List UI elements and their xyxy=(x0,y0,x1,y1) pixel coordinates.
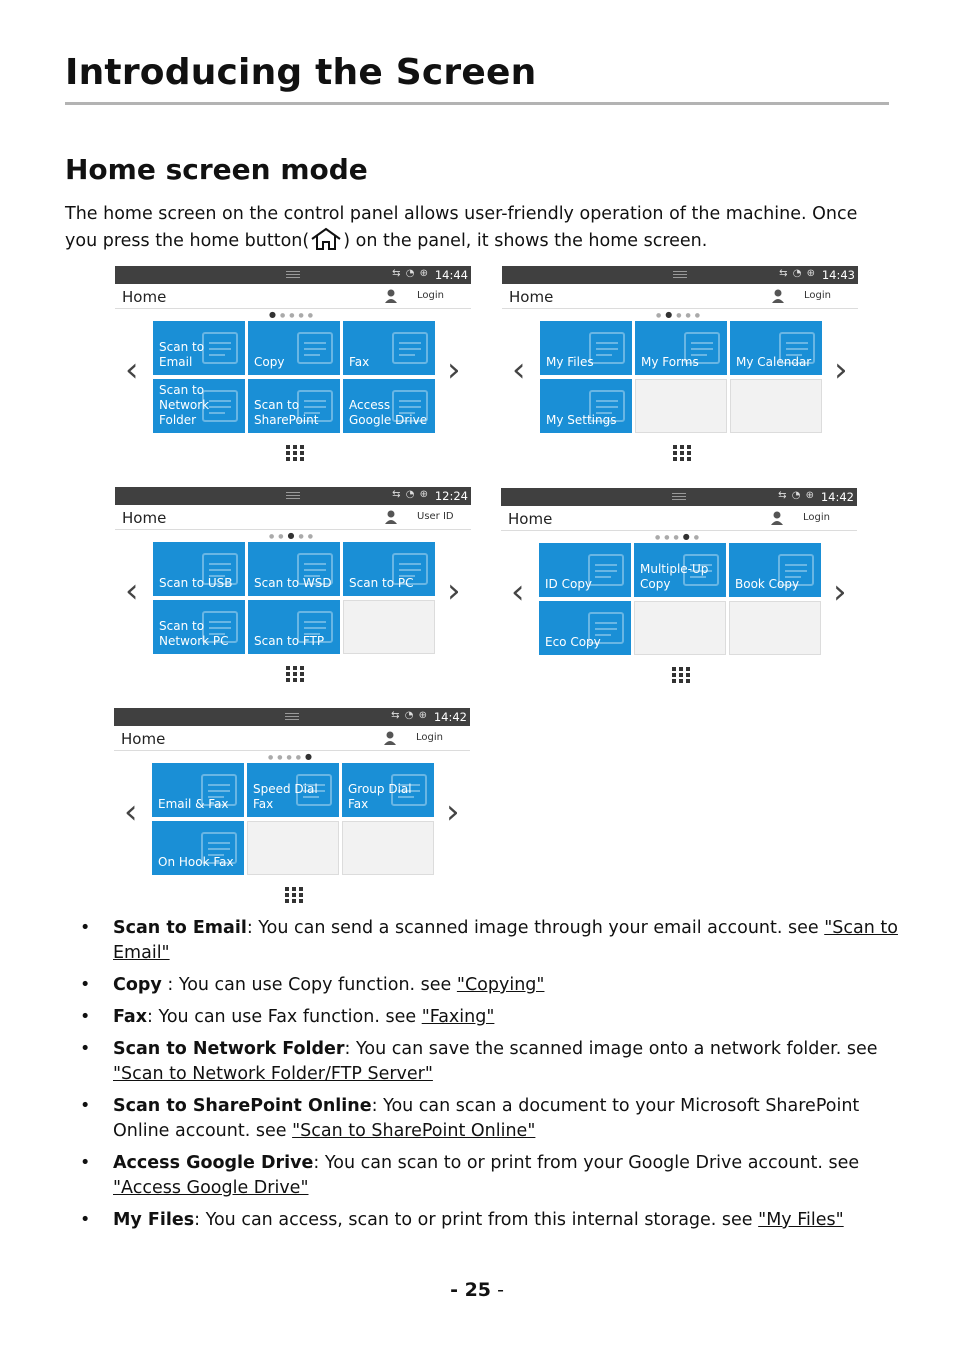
next-page-icon[interactable]: › xyxy=(447,571,461,611)
user-icon[interactable] xyxy=(382,730,398,746)
intro-paragraph xyxy=(65,202,895,254)
page-indicator xyxy=(115,531,471,540)
bullet-text: : You can save the scanned image onto a network folder. see xyxy=(344,1039,878,1059)
app-tile[interactable] xyxy=(152,763,244,817)
page-dot: ● xyxy=(298,533,308,540)
empty-tile xyxy=(342,821,434,875)
prev-page-icon[interactable]: ‹ xyxy=(512,350,526,390)
tile-label: Scan to SharePoint xyxy=(254,398,319,427)
bullet-text: : You can access, scan to or print from this internal storage. see xyxy=(194,1210,759,1230)
tile-label: Speed Dial Fax xyxy=(253,782,318,811)
bullet-link[interactable]: "Faxing" xyxy=(421,1007,495,1027)
notification-handle-icon[interactable] xyxy=(285,713,299,721)
phone-icon xyxy=(385,325,433,371)
page-dot-active: ● xyxy=(305,752,316,761)
bullet-dot: • xyxy=(80,918,91,938)
app-tile[interactable] xyxy=(153,600,245,654)
status-time: 14:42 xyxy=(433,710,467,724)
tile-label: Scan to Network Folder xyxy=(159,383,210,427)
page-number-value: 25 xyxy=(464,1279,492,1301)
panel-header xyxy=(502,284,858,309)
page-indicator xyxy=(501,532,857,541)
title-rule xyxy=(65,102,889,105)
tile-label: Copy xyxy=(254,355,285,369)
page-dot: ● xyxy=(655,534,665,541)
app-tile[interactable] xyxy=(539,543,631,597)
page-number-suffix: - xyxy=(491,1279,504,1301)
bullet-dot: • xyxy=(80,975,91,995)
login-link[interactable]: Login xyxy=(417,290,444,301)
status-bar xyxy=(501,488,857,506)
bullet-item xyxy=(80,973,900,998)
login-link[interactable]: Login xyxy=(416,732,443,743)
next-page-icon[interactable]: › xyxy=(447,350,461,390)
bullet-item xyxy=(80,1208,900,1233)
home-screen-panel xyxy=(114,708,470,898)
tile-label: My Calendar xyxy=(736,355,812,369)
page-dot: ● xyxy=(307,312,317,319)
panel-header xyxy=(115,284,471,309)
app-tile[interactable] xyxy=(343,321,435,375)
home-button-icon xyxy=(309,227,343,251)
status-time: 14:42 xyxy=(820,490,854,504)
empty-tile xyxy=(634,601,726,655)
tile-label: ID Copy xyxy=(545,577,593,591)
prev-page-icon[interactable]: ‹ xyxy=(125,571,139,611)
status-bar xyxy=(115,487,471,505)
bullet-item xyxy=(80,916,900,966)
bullet-dot: • xyxy=(80,1096,91,1116)
bullet-text: : You can scan to or print from your Google Drive account. see xyxy=(313,1153,860,1173)
tile-label: Access Google Drive xyxy=(349,398,428,427)
status-icons: ⇆ ◔ ⊕ xyxy=(391,710,428,721)
status-icons: ⇆ ◔ ⊕ xyxy=(392,268,429,279)
app-tile[interactable] xyxy=(730,321,822,375)
bullet-dot: • xyxy=(80,1007,91,1027)
tile-label: My Forms xyxy=(641,355,699,369)
bullet-link[interactable]: "Scan to Email" xyxy=(113,918,898,963)
status-bar xyxy=(502,266,858,284)
login-link[interactable]: User ID xyxy=(417,511,454,522)
login-link[interactable]: Login xyxy=(803,512,830,523)
bullet-item xyxy=(80,1005,900,1030)
bullet-text: : You can scan a document to your Microsoft SharePoint Online account. see xyxy=(113,1096,860,1141)
page-number xyxy=(0,1279,954,1301)
bullet-text: : You can use Fax function. see xyxy=(147,1007,422,1027)
panel-header xyxy=(501,506,857,531)
app-tile[interactable] xyxy=(152,821,244,875)
app-tile[interactable] xyxy=(343,542,435,596)
app-tile[interactable] xyxy=(248,379,340,433)
app-tile[interactable] xyxy=(248,600,340,654)
app-tile[interactable] xyxy=(153,321,245,375)
feature-list xyxy=(80,916,900,1240)
bullet-link[interactable]: "Scan to SharePoint Online" xyxy=(292,1121,536,1141)
app-tile[interactable] xyxy=(342,763,434,817)
status-bar xyxy=(114,708,470,726)
home-screen-panel xyxy=(501,488,857,678)
page-dot: ● xyxy=(289,312,299,319)
bullet-term: Scan to Network Folder xyxy=(113,1039,345,1059)
tile-label: Scan to USB xyxy=(159,576,233,590)
page-dot-active: ● xyxy=(287,531,299,540)
tile-label: Multiple-Up Copy xyxy=(640,562,709,591)
notification-handle-icon[interactable] xyxy=(286,492,300,500)
tile-label: My Settings xyxy=(546,413,617,427)
page-dot: ● xyxy=(656,312,666,319)
app-tile[interactable] xyxy=(635,321,727,375)
page-dot-active: ● xyxy=(665,310,677,319)
page-title: Introducing the Screen xyxy=(65,52,537,93)
panel-home-label: Home xyxy=(121,730,166,748)
status-icons: ⇆ ◔ ⊕ xyxy=(392,489,429,500)
apps-grid-icon[interactable] xyxy=(284,886,304,904)
bullet-link[interactable]: "Copying" xyxy=(456,975,545,995)
tile-label: Scan to Network PC xyxy=(159,619,229,648)
bullet-term: Scan to Email xyxy=(113,918,247,938)
apps-grid-icon[interactable] xyxy=(672,444,692,462)
tile-label: Book Copy xyxy=(735,577,800,591)
notification-handle-icon[interactable] xyxy=(673,271,687,279)
page-dot: ● xyxy=(268,754,278,761)
bullet-term: Scan to SharePoint Online xyxy=(113,1096,372,1116)
login-link[interactable]: Login xyxy=(804,290,831,301)
page-dot: ● xyxy=(286,754,296,761)
next-page-icon[interactable]: › xyxy=(834,350,848,390)
tile-label: On Hook Fax xyxy=(158,855,234,869)
page-dot-active: ● xyxy=(269,310,280,319)
empty-tile xyxy=(635,379,727,433)
notification-handle-icon[interactable] xyxy=(286,271,300,279)
tile-label: Eco Copy xyxy=(545,635,601,649)
apps-grid-icon[interactable] xyxy=(285,444,305,462)
app-tile[interactable] xyxy=(540,379,632,433)
apps-grid-icon[interactable] xyxy=(285,665,305,683)
page-indicator xyxy=(114,752,470,761)
bullet-item xyxy=(80,1094,900,1144)
panel-header xyxy=(114,726,470,751)
panel-header xyxy=(115,505,471,530)
prev-page-icon[interactable]: ‹ xyxy=(511,572,525,612)
tile-label: Fax xyxy=(349,355,370,369)
home-screen-panel xyxy=(115,266,471,456)
tile-label: My Files xyxy=(546,355,594,369)
section-heading: Home screen mode xyxy=(65,153,368,186)
page-dot: ● xyxy=(685,312,695,319)
panel-home-label: Home xyxy=(122,288,167,306)
app-tile[interactable] xyxy=(729,543,821,597)
page-dot: ● xyxy=(673,534,683,541)
app-tile[interactable] xyxy=(153,542,245,596)
panel-home-label: Home xyxy=(509,288,554,306)
page-indicator xyxy=(502,310,858,319)
next-page-icon[interactable]: › xyxy=(446,792,460,832)
intro-text-start: The home screen on the control panel allows user-friendly operation of the machine. Once you press the home button( xyxy=(65,204,858,251)
tile-label: Group Dial Fax xyxy=(348,782,412,811)
empty-tile xyxy=(729,601,821,655)
page-dot: ● xyxy=(676,312,686,319)
app-tile[interactable] xyxy=(248,542,340,596)
app-tile[interactable] xyxy=(248,321,340,375)
app-tile[interactable] xyxy=(247,763,339,817)
apps-grid-icon[interactable] xyxy=(671,666,691,684)
bullet-dot: • xyxy=(80,1039,91,1059)
bullet-link[interactable]: "Access Google Drive" xyxy=(113,1178,309,1198)
bullet-text: : You can use Copy function. see xyxy=(161,975,457,995)
page-dot: ● xyxy=(694,312,704,319)
page-dot: ● xyxy=(278,533,288,540)
panel-home-label: Home xyxy=(122,509,167,527)
page-indicator xyxy=(115,310,471,319)
status-icons: ⇆ ◔ ⊕ xyxy=(779,268,816,279)
page-dot: ● xyxy=(295,754,305,761)
page-number-prefix: - xyxy=(450,1279,465,1301)
bullet-link[interactable]: "My Files" xyxy=(758,1210,844,1230)
bullet-term: My Files xyxy=(113,1210,195,1230)
empty-tile xyxy=(343,600,435,654)
status-bar xyxy=(115,266,471,284)
tile-label: Scan to FTP xyxy=(254,634,325,648)
app-tile[interactable] xyxy=(153,379,245,433)
user-icon[interactable] xyxy=(769,510,785,526)
page-dot: ● xyxy=(664,534,674,541)
tile-label: Email & Fax xyxy=(158,797,229,811)
user-icon[interactable] xyxy=(383,288,399,304)
document-icon xyxy=(290,325,338,371)
page-dot: ● xyxy=(279,312,290,319)
tile-label: Scan to WSD xyxy=(254,576,332,590)
home-screen-panel xyxy=(502,266,858,456)
page-dot: ● xyxy=(693,534,703,541)
page-dot: ● xyxy=(307,533,317,540)
next-page-icon[interactable]: › xyxy=(833,572,847,612)
empty-tile xyxy=(730,379,822,433)
page-dot: ● xyxy=(277,754,287,761)
intro-text-end: ) on the panel, it shows the home screen. xyxy=(343,231,708,251)
panel-home-label: Home xyxy=(508,510,553,528)
user-icon[interactable] xyxy=(770,288,786,304)
page-dot-active: ● xyxy=(682,532,694,541)
user-icon[interactable] xyxy=(383,509,399,525)
status-time: 12:24 xyxy=(434,489,468,503)
notification-handle-icon[interactable] xyxy=(672,493,686,501)
bullet-item xyxy=(80,1037,900,1087)
page-dot: ● xyxy=(298,312,308,319)
status-time: 14:44 xyxy=(434,268,468,282)
bullet-term: Access Google Drive xyxy=(113,1153,314,1173)
bullet-term: Copy xyxy=(113,975,162,995)
bullet-link[interactable]: "Scan to Network Folder/FTP Server" xyxy=(113,1064,433,1084)
bullet-item xyxy=(80,1151,900,1201)
empty-tile xyxy=(247,821,339,875)
app-tile[interactable] xyxy=(634,543,726,597)
bullet-dot: • xyxy=(80,1210,91,1230)
bullet-dot: • xyxy=(80,1153,91,1173)
bullet-term: Fax xyxy=(113,1007,148,1027)
tile-label: Scan to PC xyxy=(349,576,414,590)
home-screen-panel xyxy=(115,487,471,677)
status-time: 14:43 xyxy=(821,268,855,282)
app-tile[interactable] xyxy=(540,321,632,375)
tile-label: Scan to Email xyxy=(159,340,205,369)
status-icons: ⇆ ◔ ⊕ xyxy=(778,490,815,501)
bullet-text: : You can send a scanned image through your email account. see xyxy=(246,918,825,938)
prev-page-icon[interactable]: ‹ xyxy=(124,792,138,832)
app-tile[interactable] xyxy=(539,601,631,655)
prev-page-icon[interactable]: ‹ xyxy=(125,350,139,390)
page-dot: ● xyxy=(269,533,279,540)
app-tile[interactable] xyxy=(343,379,435,433)
